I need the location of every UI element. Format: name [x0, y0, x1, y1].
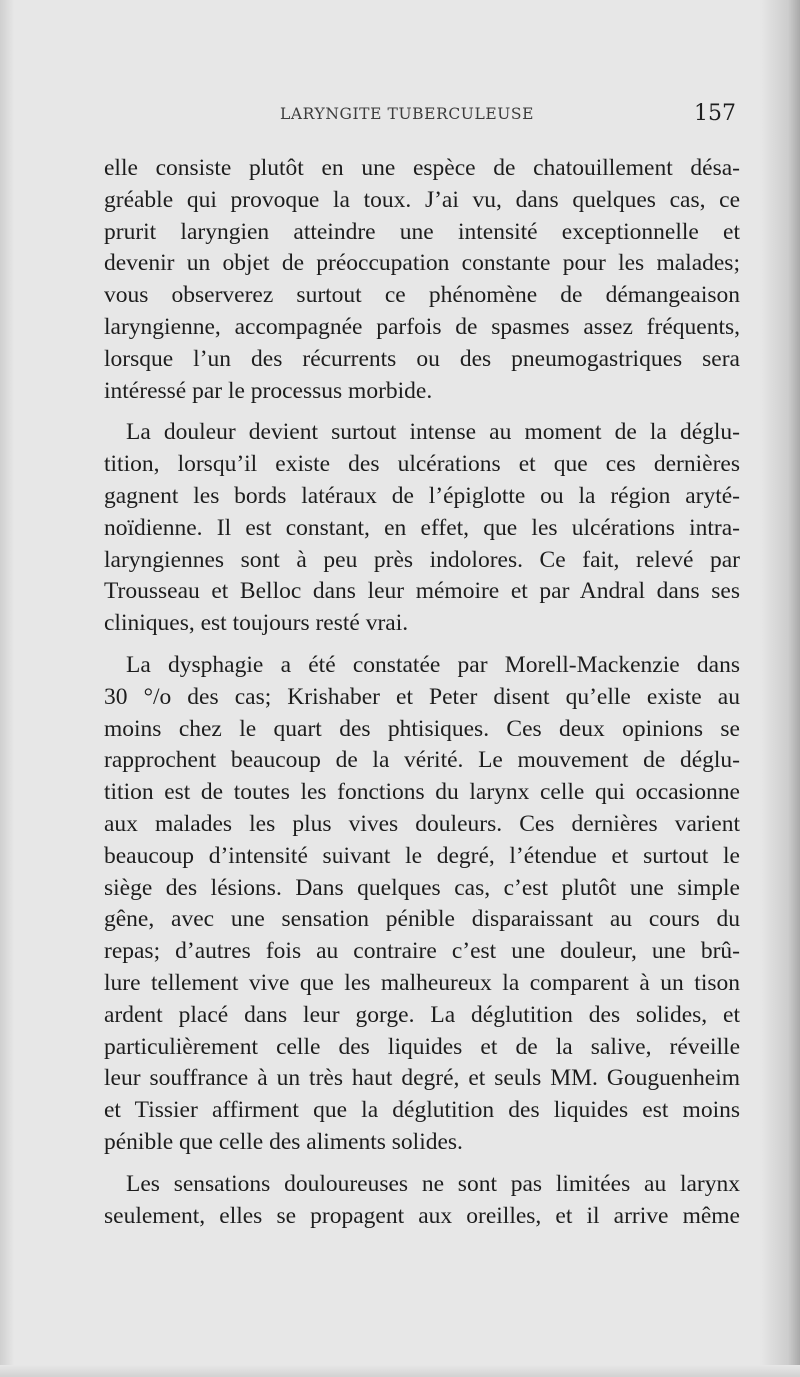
- body-text: [104, 153, 740, 1232]
- page-number: 157: [694, 101, 736, 126]
- page-bottom-shadow: [0, 1365, 800, 1377]
- text-line: gagnent les bords latéraux de l’épiglotte ou la région aryté-: [104, 482, 740, 509]
- text-line: Trousseau et Belloc dans leur mémoire et par Andral dans ses: [104, 578, 740, 605]
- text-line: vous observerez surtout ce phénomène de démangeaison: [104, 282, 740, 309]
- text-line: laryngiennes sont à peu près indolores. Ce fait, relevé par: [104, 546, 740, 573]
- text-line: laryngienne, accompagnée parfois de spasmes assez fréquents,: [104, 313, 740, 340]
- text-line: gêne, avec une sensation pénible disparaissant au cours du: [104, 906, 740, 933]
- text-line: tition est de toutes les fonctions du larynx celle qui occasionne: [104, 779, 740, 806]
- page-right-shadow: [760, 0, 800, 1377]
- text-line: et Tissier affirment que la déglutition des liquides est moins: [104, 1097, 740, 1124]
- text-line: La dysphagie a été constatée par Morell-Mackenzie dans: [126, 651, 740, 678]
- text-line: gréable qui provoque la toux. J’ai vu, dans quelques cas, ce: [104, 186, 740, 213]
- running-title: LARYNGITE TUBERCULEUSE: [280, 105, 535, 123]
- paragraph: [104, 153, 740, 407]
- paragraph: [104, 650, 740, 1159]
- text-line: rapprochent beaucoup de la vérité. Le mouvement de déglu-: [104, 747, 740, 774]
- text-line: beaucoup d’intensité suivant le degré, l’étendue et surtout le: [104, 842, 740, 869]
- text-line: tition, lorsqu’il existe des ulcérations et que ces dernières: [104, 451, 740, 478]
- paragraph: [104, 417, 740, 640]
- text-line: cliniques, est toujours resté vrai.: [104, 610, 409, 637]
- running-header: [104, 103, 740, 129]
- text-line: intéressé par le processus morbide.: [104, 377, 433, 404]
- text-line: ardent placé dans leur gorge. La déglutition des solides, et: [104, 1001, 740, 1028]
- text-line: Les sensations douloureuses ne sont pas limitées au larynx: [126, 1170, 740, 1197]
- text-line: lure tellement vive que les malheureux la comparent à un tison: [104, 969, 740, 996]
- text-line: devenir un objet de préoccupation constante pour les malades;: [104, 250, 740, 277]
- text-line: noïdienne. Il est constant, en effet, que les ulcérations intra-: [104, 514, 740, 541]
- text-line: elle consiste plutôt en une espèce de chatouillement désa-: [104, 155, 740, 181]
- text-line: moins chez le quart des phtisiques. Ces deux opinions se: [104, 715, 740, 742]
- text-line: siège des lésions. Dans quelques cas, c’est plutôt une simple: [104, 874, 740, 901]
- text-line: repas; d’autres fois au contraire c’est une douleur, une brû-: [104, 938, 740, 965]
- text-line: pénible que celle des aliments solides.: [104, 1128, 463, 1155]
- text-line: 30 °/o des cas; Krishaber et Peter disent qu’elle existe au: [104, 683, 740, 710]
- text-line: particulièrement celle des liquides et de la salive, réveille: [104, 1033, 740, 1060]
- text-line: prurit laryngien atteindre une intensité exceptionnelle et: [104, 218, 740, 245]
- text-line: aux malades les plus vives douleurs. Ces dernières varient: [104, 810, 740, 837]
- text-line: seulement, elles se propagent aux oreilles, et il arrive même: [104, 1202, 740, 1229]
- text-line: La douleur devient surtout intense au moment de la déglu-: [126, 419, 740, 446]
- text-line: leur souffrance à un très haut degré, et seuls MM. Gouguenheim: [104, 1065, 740, 1092]
- page-left-shadow: [0, 0, 14, 1377]
- paragraph: [104, 1169, 740, 1233]
- text-line: lorsque l’un des récurrents ou des pneumogastriques sera: [104, 345, 740, 372]
